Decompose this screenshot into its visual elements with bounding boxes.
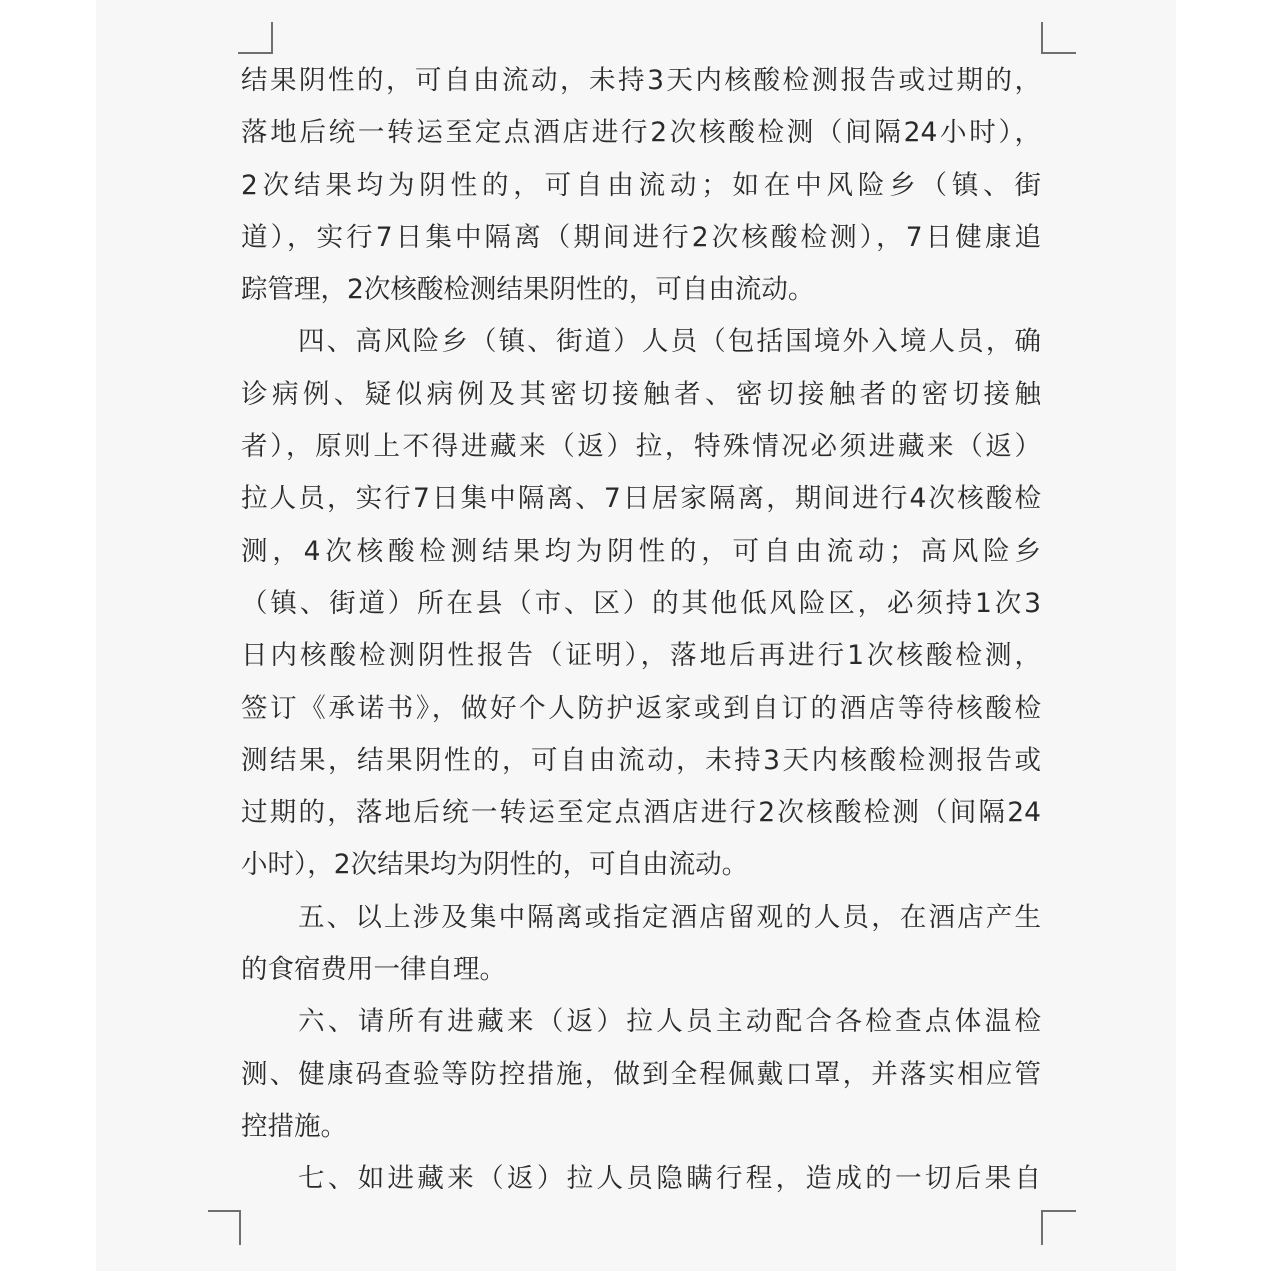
text-line: 结果阴性的，可自由流动，未持3天内核酸检测报告或过期的， xyxy=(241,65,1041,96)
text-line: 拉人员，实行7日集中隔离、7日居家隔离，期间进行4次核酸检 xyxy=(241,483,1041,515)
document-body xyxy=(241,55,1041,1206)
crop-mark-bottom-left xyxy=(208,1210,241,1245)
text-line: 测，4次核酸检测结果均为阴性的，可自由流动；高风险乡 xyxy=(241,535,1041,567)
text-line: 测、健康码查验等防控措施，做到全程佩戴口罩，并落实相应管 xyxy=(241,1058,1041,1090)
document-page xyxy=(96,0,1176,1271)
text-line: 签订《承诺书》，做好个人防护返家或到自订的酒店等待核酸检 xyxy=(241,692,1041,724)
text-line: 落地后统一转运至定点酒店进行2次核酸检测（间隔24小时）， xyxy=(241,117,1041,149)
text-line: 2次结果均为阴性的，可自由流动；如在中风险乡（镇、街 xyxy=(241,169,1041,201)
paragraph-4-start: 四、高风险乡（镇、街道）人员（包括国境外入境人员，确 xyxy=(298,326,1041,358)
text-line: 道），实行7日集中隔离（期间进行2次核酸检测），7日健康追 xyxy=(241,221,1041,253)
text-line: 的食宿费用一律自理。 xyxy=(241,954,506,986)
text-line: 踪管理，2次核酸检测结果阴性的，可自由流动。 xyxy=(241,274,815,306)
crop-mark-top-left xyxy=(238,22,273,54)
text-line: 测结果，结果阴性的，可自由流动，未持3天内核酸检测报告或 xyxy=(241,744,1041,776)
paragraph-7-start: 七、如进藏来（返）拉人员隐瞒行程，造成的一切后果自 xyxy=(298,1163,1041,1195)
crop-mark-bottom-right xyxy=(1041,1210,1076,1245)
text-line: （镇、街道）所在县（市、区）的其他低风险区，必须持1次3 xyxy=(241,587,1041,619)
text-line: 小时），2次结果均为阴性的，可自由流动。 xyxy=(241,849,749,881)
text-line: 诊病例、疑似病例及其密切接触者、密切接触者的密切接触 xyxy=(241,378,1041,410)
paragraph-6-start: 六、请所有进藏来（返）拉人员主动配合各检查点体温检 xyxy=(298,1006,1041,1038)
crop-mark-top-right xyxy=(1041,22,1076,54)
text-line: 过期的，落地后统一转运至定点酒店进行2次核酸检测（间隔24 xyxy=(241,797,1041,829)
text-line: 者），原则上不得进藏来（返）拉，特殊情况必须进藏来（返） xyxy=(241,431,1041,463)
paragraph-5-start: 五、以上涉及集中隔离或指定酒店留观的人员，在酒店产生 xyxy=(298,901,1041,933)
text-line: 控措施。 xyxy=(241,1110,347,1142)
text-line: 日内核酸检测阴性报告（证明），落地后再进行1次核酸检测， xyxy=(241,640,1041,672)
